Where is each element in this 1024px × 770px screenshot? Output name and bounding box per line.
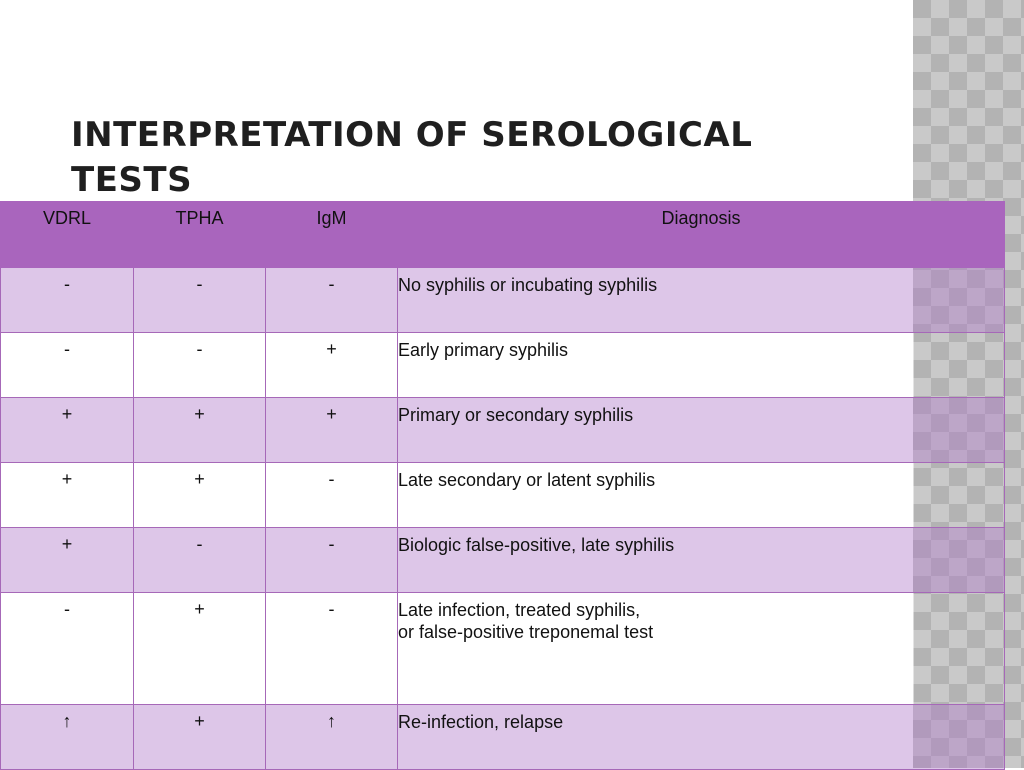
slide-title: INTERPRETATION OF SEROLOGICAL TESTS (71, 115, 753, 200)
cell-igm: - (266, 528, 398, 593)
cell-igm: - (266, 463, 398, 528)
cell-tpha: + (134, 398, 266, 463)
cell-igm: - (266, 593, 398, 705)
diagnosis-text: Late infection, treated syphilis, (398, 600, 641, 620)
cell-tpha: + (134, 705, 266, 770)
header-tpha: TPHA (134, 202, 266, 268)
table-row (1, 268, 1005, 333)
cell-vdrl: + (1, 398, 134, 463)
diagnosis-text: Early primary syphilis (398, 340, 569, 360)
cell-tpha: - (134, 268, 266, 333)
cell-vdrl: + (1, 463, 134, 528)
cell-tpha: + (134, 463, 266, 528)
diagnosis-text: Re-infection, relapse (398, 712, 564, 732)
cell-diagnosis (398, 528, 1005, 593)
cell-igm: + (266, 333, 398, 398)
cell-vdrl: - (1, 593, 134, 705)
diagnosis-text: Biologic false-positive, late syphilis (398, 535, 675, 555)
cell-vdrl: - (1, 333, 134, 398)
cell-diagnosis (398, 268, 1005, 333)
table-row (1, 593, 1005, 705)
diagnosis-text: Late secondary or latent syphilis (398, 470, 656, 490)
header-vdrl: VDRL (1, 202, 134, 268)
cell-igm: - (266, 268, 398, 333)
cell-tpha: + (134, 593, 266, 705)
table-row (1, 333, 1005, 398)
diagnosis-text: Primary or secondary syphilis (398, 405, 634, 425)
cell-igm: ↑ (266, 705, 398, 770)
cell-diagnosis (398, 705, 1005, 770)
cell-vdrl: + (1, 528, 134, 593)
header-diagnosis: Diagnosis (398, 202, 1005, 268)
cell-vdrl: - (1, 268, 134, 333)
serology-table (0, 201, 1005, 770)
cell-diagnosis (398, 593, 1005, 705)
diagnosis-text: or false-positive treponemal test (398, 622, 654, 642)
cell-vdrl: ↑ (1, 705, 134, 770)
cell-diagnosis (398, 333, 1005, 398)
diagnosis-text: No syphilis or incubating syphilis (398, 275, 658, 295)
table-row (1, 398, 1005, 463)
table-header-row (1, 202, 1005, 268)
cell-diagnosis (398, 463, 1005, 528)
cell-tpha: - (134, 333, 266, 398)
table-row (1, 705, 1005, 770)
cell-tpha: - (134, 528, 266, 593)
header-igm: IgM (266, 202, 398, 268)
cell-igm: + (266, 398, 398, 463)
table-row (1, 463, 1005, 528)
table-row (1, 528, 1005, 593)
cell-diagnosis (398, 398, 1005, 463)
